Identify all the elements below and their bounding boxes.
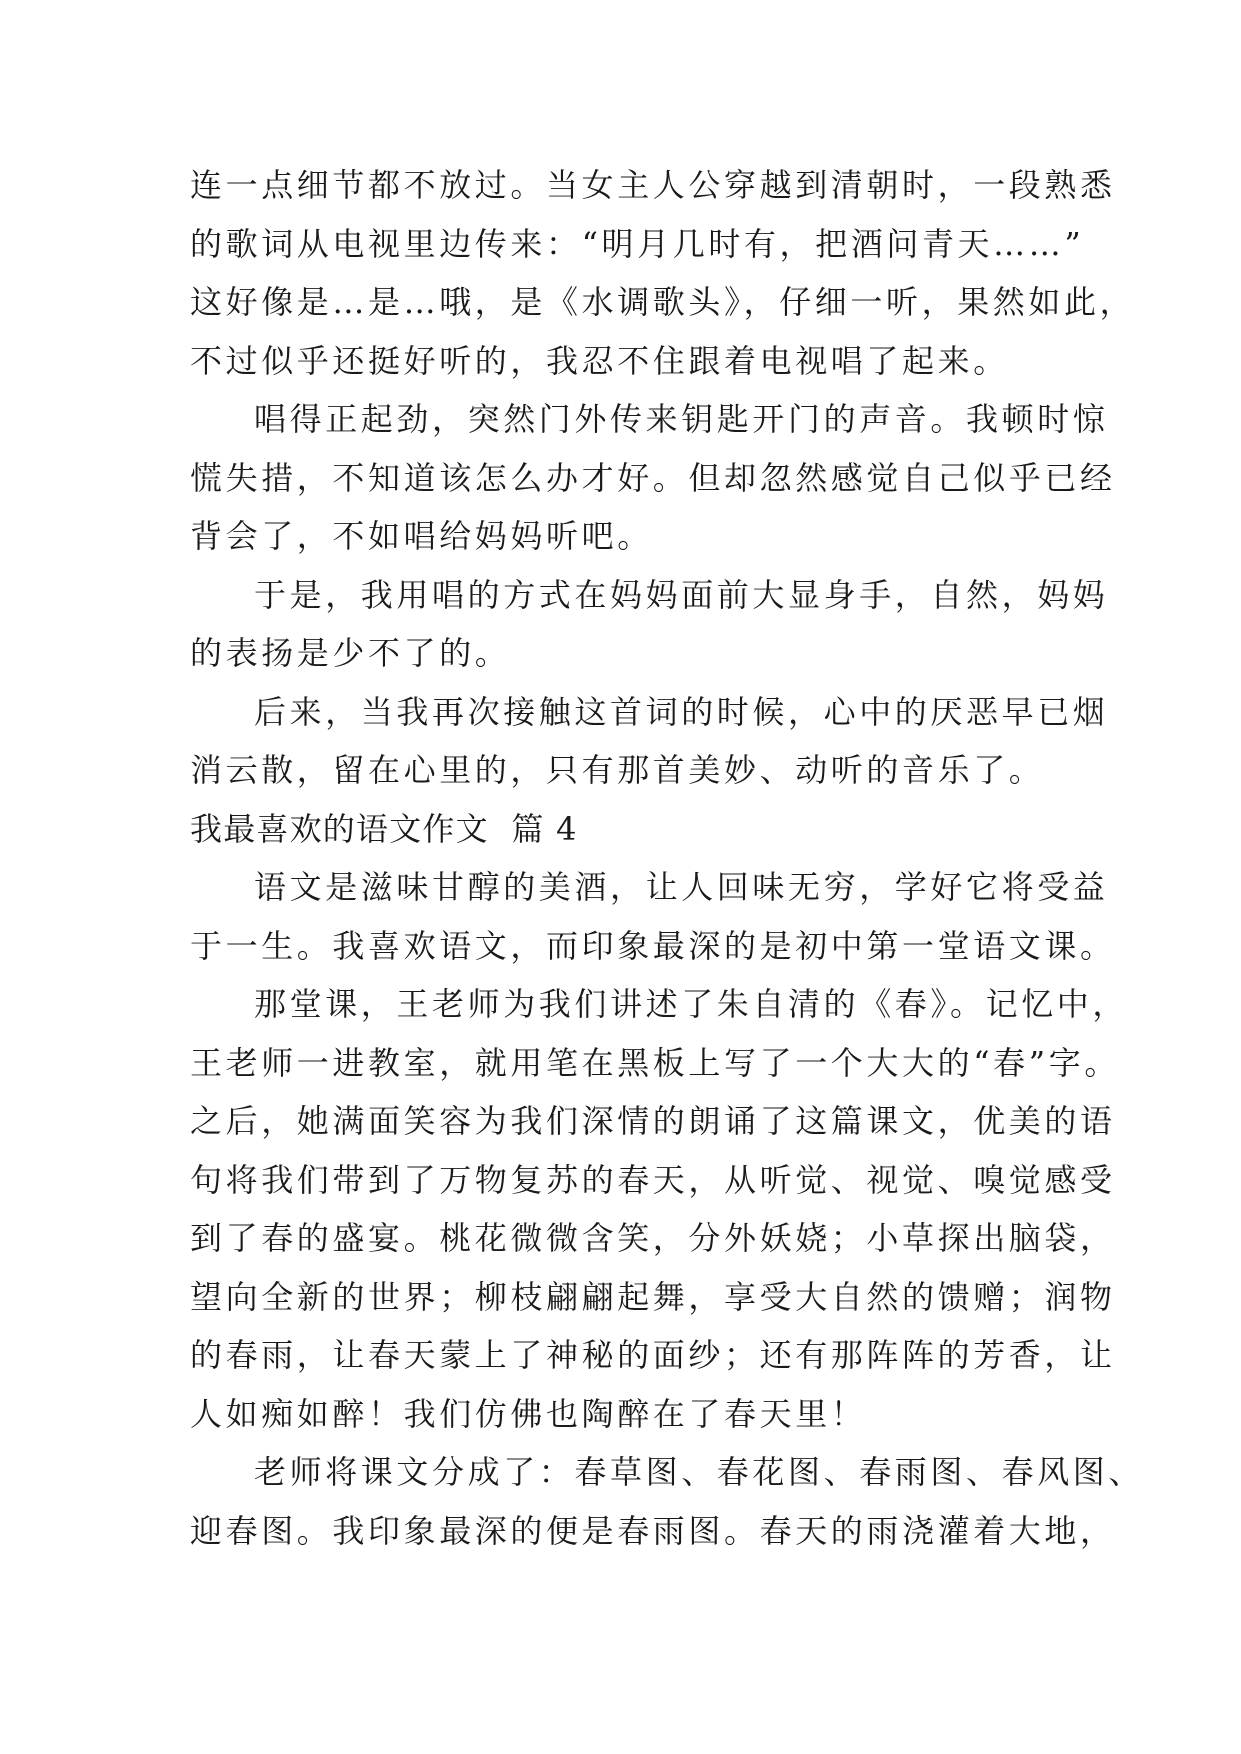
text-line: 迎春图。我印象最深的便是春雨图。春天的雨浇灌着大地， — [190, 1511, 1116, 1550]
text-line: 到了春的盛宴。桃花微微含笑，分外妖娆；小草探出脑袋， — [190, 1219, 1116, 1257]
text-line: 之后，她满面笑容为我们深情的朗诵了这篇课文，优美的语 — [190, 1102, 1116, 1140]
paragraph-first-line: 那堂课，王老师为我们讲述了朱自清的《春》。记忆中， — [254, 985, 1129, 1023]
section-heading: 我最喜欢的语文作文 篇 4 — [190, 809, 578, 848]
text-line: 连一点细节都不放过。当女主人公穿越到清朝时，一段熟悉 — [190, 166, 1116, 204]
text-line: 背会了，不如唱给妈妈听吧。 — [190, 517, 653, 555]
text-line: 望向全新的世界；柳枝翩翩起舞，享受大自然的馈赠；润物 — [190, 1277, 1116, 1316]
paragraph-first-line: 老师将课文分成了：春草图、春花图、春雨图、春风图、 — [254, 1453, 1145, 1491]
paragraph-first-line: 后来，当我再次接触这首词的时候，心中的厌恶早已烟 — [254, 692, 1109, 731]
text-line: 王老师一进教室，就用笔在黑板上写了一个大大的“春”字。 — [190, 1043, 1120, 1082]
text-line: 的歌词从电视里边传来：“明月几时有，把酒问青天……” — [190, 224, 1085, 263]
text-line: 句将我们带到了万物复苏的春天，从听觉、视觉、嗅觉感受 — [190, 1160, 1116, 1199]
text-line: 慌失措，不知道该怎么办才好。但却忽然感觉自己似乎已经 — [190, 458, 1116, 497]
paragraph-first-line: 语文是滋味甘醇的美酒，让人回味无穷，学好它将受益 — [254, 868, 1109, 906]
text-line: 不过似乎还挺好听的，我忍不住跟着电视唱了起来。 — [190, 341, 1009, 380]
text-line: 这好像是…是…哦，是《水调歌头》，仔细一听，果然如此， — [190, 283, 1136, 321]
paragraph-first-line: 于是，我用唱的方式在妈妈面前大显身手，自然，妈妈 — [254, 575, 1109, 614]
document-page — [190, 156, 1145, 1560]
text-line: 消云散，留在心里的，只有那首美妙、动听的音乐了。 — [190, 751, 1045, 789]
text-line: 于一生。我喜欢语文，而印象最深的是初中第一堂语文课。 — [190, 926, 1116, 965]
text-line: 的春雨，让春天蒙上了神秘的面纱；还有那阵阵的芳香，让 — [190, 1336, 1116, 1374]
text-line: 人如痴如醉！我们仿佛也陶醉在了春天里！ — [190, 1394, 867, 1433]
text-line: 的表扬是少不了的。 — [190, 634, 511, 672]
paragraph-first-line: 唱得正起劲，突然门外传来钥匙开门的声音。我顿时惊 — [254, 400, 1109, 438]
